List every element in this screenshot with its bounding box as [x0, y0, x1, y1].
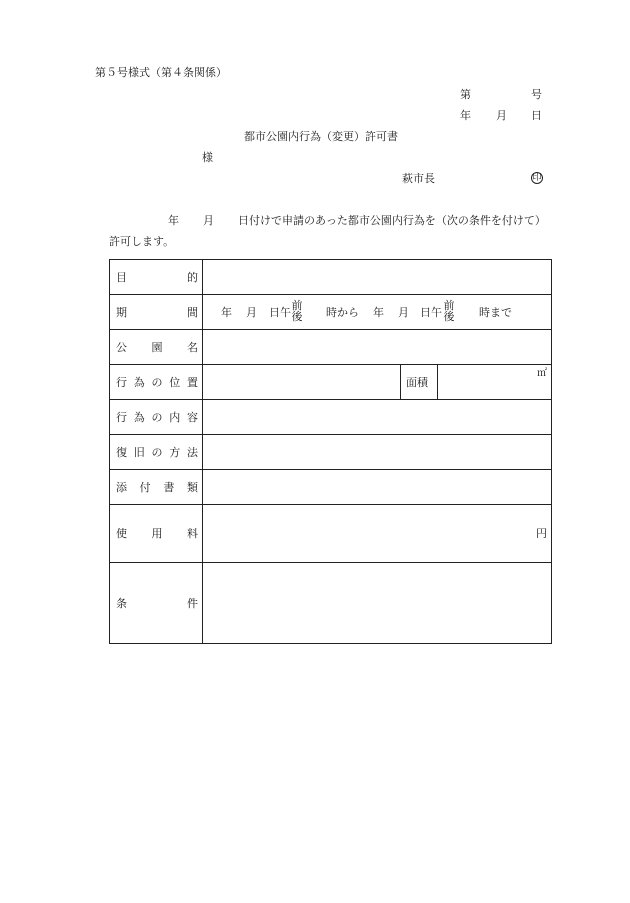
- label-purpose-text: 目 的: [116, 271, 198, 284]
- area-divider-left: [400, 364, 401, 399]
- label-location: [116, 364, 198, 399]
- area-unit: ㎡: [537, 368, 547, 379]
- form-number: 第５号様式（第４条関係）: [95, 66, 227, 79]
- period-until: 時まで: [479, 306, 512, 319]
- label-restore-text: 復 旧 の 方 法: [116, 445, 198, 459]
- label-conditions-text: 条 件: [116, 596, 198, 610]
- seal-mark: 印: [532, 173, 542, 183]
- period-month1: 月: [246, 306, 257, 319]
- period-ampm1: [290, 300, 304, 322]
- label-content: [116, 399, 198, 434]
- period-pm2: 後: [443, 310, 455, 323]
- period-month2: 月: [398, 306, 409, 319]
- label-restore: [116, 434, 198, 469]
- label-period: [116, 294, 198, 329]
- label-park-name: [116, 329, 198, 364]
- label-content-text: 行 為 の 内 容: [116, 410, 198, 424]
- date-day: 日: [531, 109, 542, 122]
- period-pm1: 後: [291, 310, 303, 323]
- document-title: 都市公園内行為（変更）許可書: [244, 130, 398, 143]
- date-year: 年: [460, 109, 471, 122]
- body-year: 年: [168, 214, 179, 227]
- period-day1: 日: [269, 306, 280, 319]
- fee-unit: 円: [536, 527, 547, 540]
- label-location-text: 行 為 の 位 置: [116, 375, 198, 389]
- body-text-line1: 日付けで申請のあった都市公園内行為を（次の条件を付けて）: [238, 214, 546, 227]
- number-prefix: 第: [460, 88, 471, 101]
- issuer-name: 萩市長: [402, 172, 435, 185]
- permit-table: [109, 259, 552, 644]
- label-purpose: [116, 260, 198, 294]
- area-label: 面積: [406, 376, 428, 389]
- label-park-name-text: 公 園 名: [116, 340, 198, 354]
- period-day2: 日: [420, 306, 431, 319]
- label-fee-text: 使 用 料: [116, 527, 198, 540]
- period-year1: 年: [221, 306, 232, 319]
- period-am1: 前: [291, 299, 303, 312]
- label-divider: [202, 260, 203, 643]
- period-ampm2: [442, 300, 456, 322]
- body-month: 月: [203, 214, 214, 227]
- period-from: 時から: [326, 306, 359, 319]
- period-year2: 年: [373, 306, 384, 319]
- area-divider-right: [437, 364, 438, 399]
- period-gozen2: 午: [431, 306, 442, 319]
- label-attachments: [116, 469, 198, 504]
- period-am2: 前: [443, 299, 455, 312]
- label-attachments-text: 添 付 書 類: [116, 480, 198, 494]
- body-text-line2: 許可します。: [109, 235, 175, 248]
- date-month: 月: [496, 109, 507, 122]
- period-gozen1: 午: [280, 306, 291, 319]
- addressee-suffix: 様: [202, 151, 213, 164]
- label-conditions: [116, 562, 198, 643]
- number-suffix: 号: [531, 88, 542, 101]
- label-period-text: 期 間: [116, 305, 198, 319]
- label-fee: [116, 504, 198, 562]
